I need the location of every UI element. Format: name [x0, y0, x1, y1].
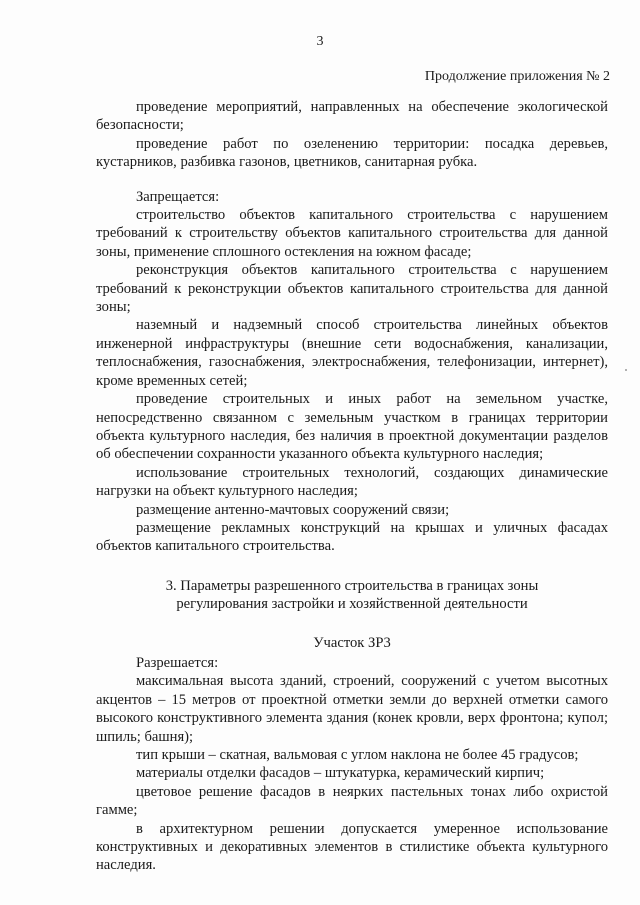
section-title-line-1: 3. Параметры разрешенного строительства в границах зоны	[165, 577, 539, 594]
paragraph-works-near-heritage: проведение строительных и иных работ на земельном участке, непосредственно связанном с земельным участком в границах территории объекта культурного наследия, без наличия в проектной документации разделов об обеспечении сохранности указанного объекта культурного наследия;	[96, 391, 608, 463]
section-title	[96, 577, 608, 614]
allowed-heading: Разрешается:	[136, 654, 219, 671]
appendix-label: Продолжение приложения № 2	[424, 69, 610, 84]
paragraph-max-height: максимальная высота зданий, строений, сооружений с учетом высотных акцентов – 15 метров от проектной отметки земли до верхней отметки самого высокого конструктивного элемента здания (конек кровли, верх фронтона; купол; шпиль; башня);	[96, 673, 608, 745]
document-body	[96, 98, 608, 875]
scan-speck	[625, 369, 627, 371]
paragraph-dynamic-loads: использование строительных технологий, создающих динамические нагрузки на объект культурного наследия;	[96, 464, 608, 500]
paragraph-reconstruction: реконструкция объектов капитального строительства с нарушением требований к реконструкции объектов капитального строительства для данной зоны;	[96, 262, 608, 316]
paragraph-facade-materials: материалы отделки фасадов – штукатурка, керамический кирпич;	[136, 765, 545, 782]
paragraph-linear-objects: наземный и надземный способ строительства линейных объектов инженерной инфраструктуры (внешние сети водоснабжения, канализации, теплоснабжения, газоснабжения, электроснабжения, телефонизации, интернет), кроме временных сетей;	[96, 317, 608, 389]
section-title-line-2: регулирования застройки и хозяйственной деятельности	[176, 596, 528, 613]
section-subtitle: Участок ЗР3	[313, 634, 391, 651]
paragraph-architectural-elements: в архитектурном решении допускается умеренное использование конструктивных и декоративных элементов в стилистике объекта культурного наследия.	[96, 820, 608, 874]
paragraph-greening: проведение работ по озеленению территории: посадка деревьев, кустарников, разбивка газонов, цветников, санитарная рубка.	[96, 135, 608, 171]
paragraph-advertising: размещение рекламных конструкций на крышах и уличных фасадах объектов капитального строительства.	[96, 519, 608, 555]
paragraph-ecology: проведение мероприятий, направленных на обеспечение экологической безопасности;	[96, 99, 608, 134]
paragraph-construction: строительство объектов капитального строительства с нарушением требований к строительству объектов капитального строительства для данной зоны, применение сплошного остекления на южном фасаде;	[96, 207, 608, 260]
page-number: 3	[316, 34, 324, 49]
paragraph-facade-colors: цветовое решение фасадов в неярких пастельных тонах либо охристой гамме;	[96, 783, 608, 819]
prohibited-heading: Запрещается:	[136, 188, 220, 205]
paragraph-roof-type: тип крыши – скатная, вальмовая с углом наклона не более 45 градусов;	[136, 747, 579, 763]
paragraph-antenna: размещение антенно-мачтовых сооружений связи;	[136, 501, 450, 518]
